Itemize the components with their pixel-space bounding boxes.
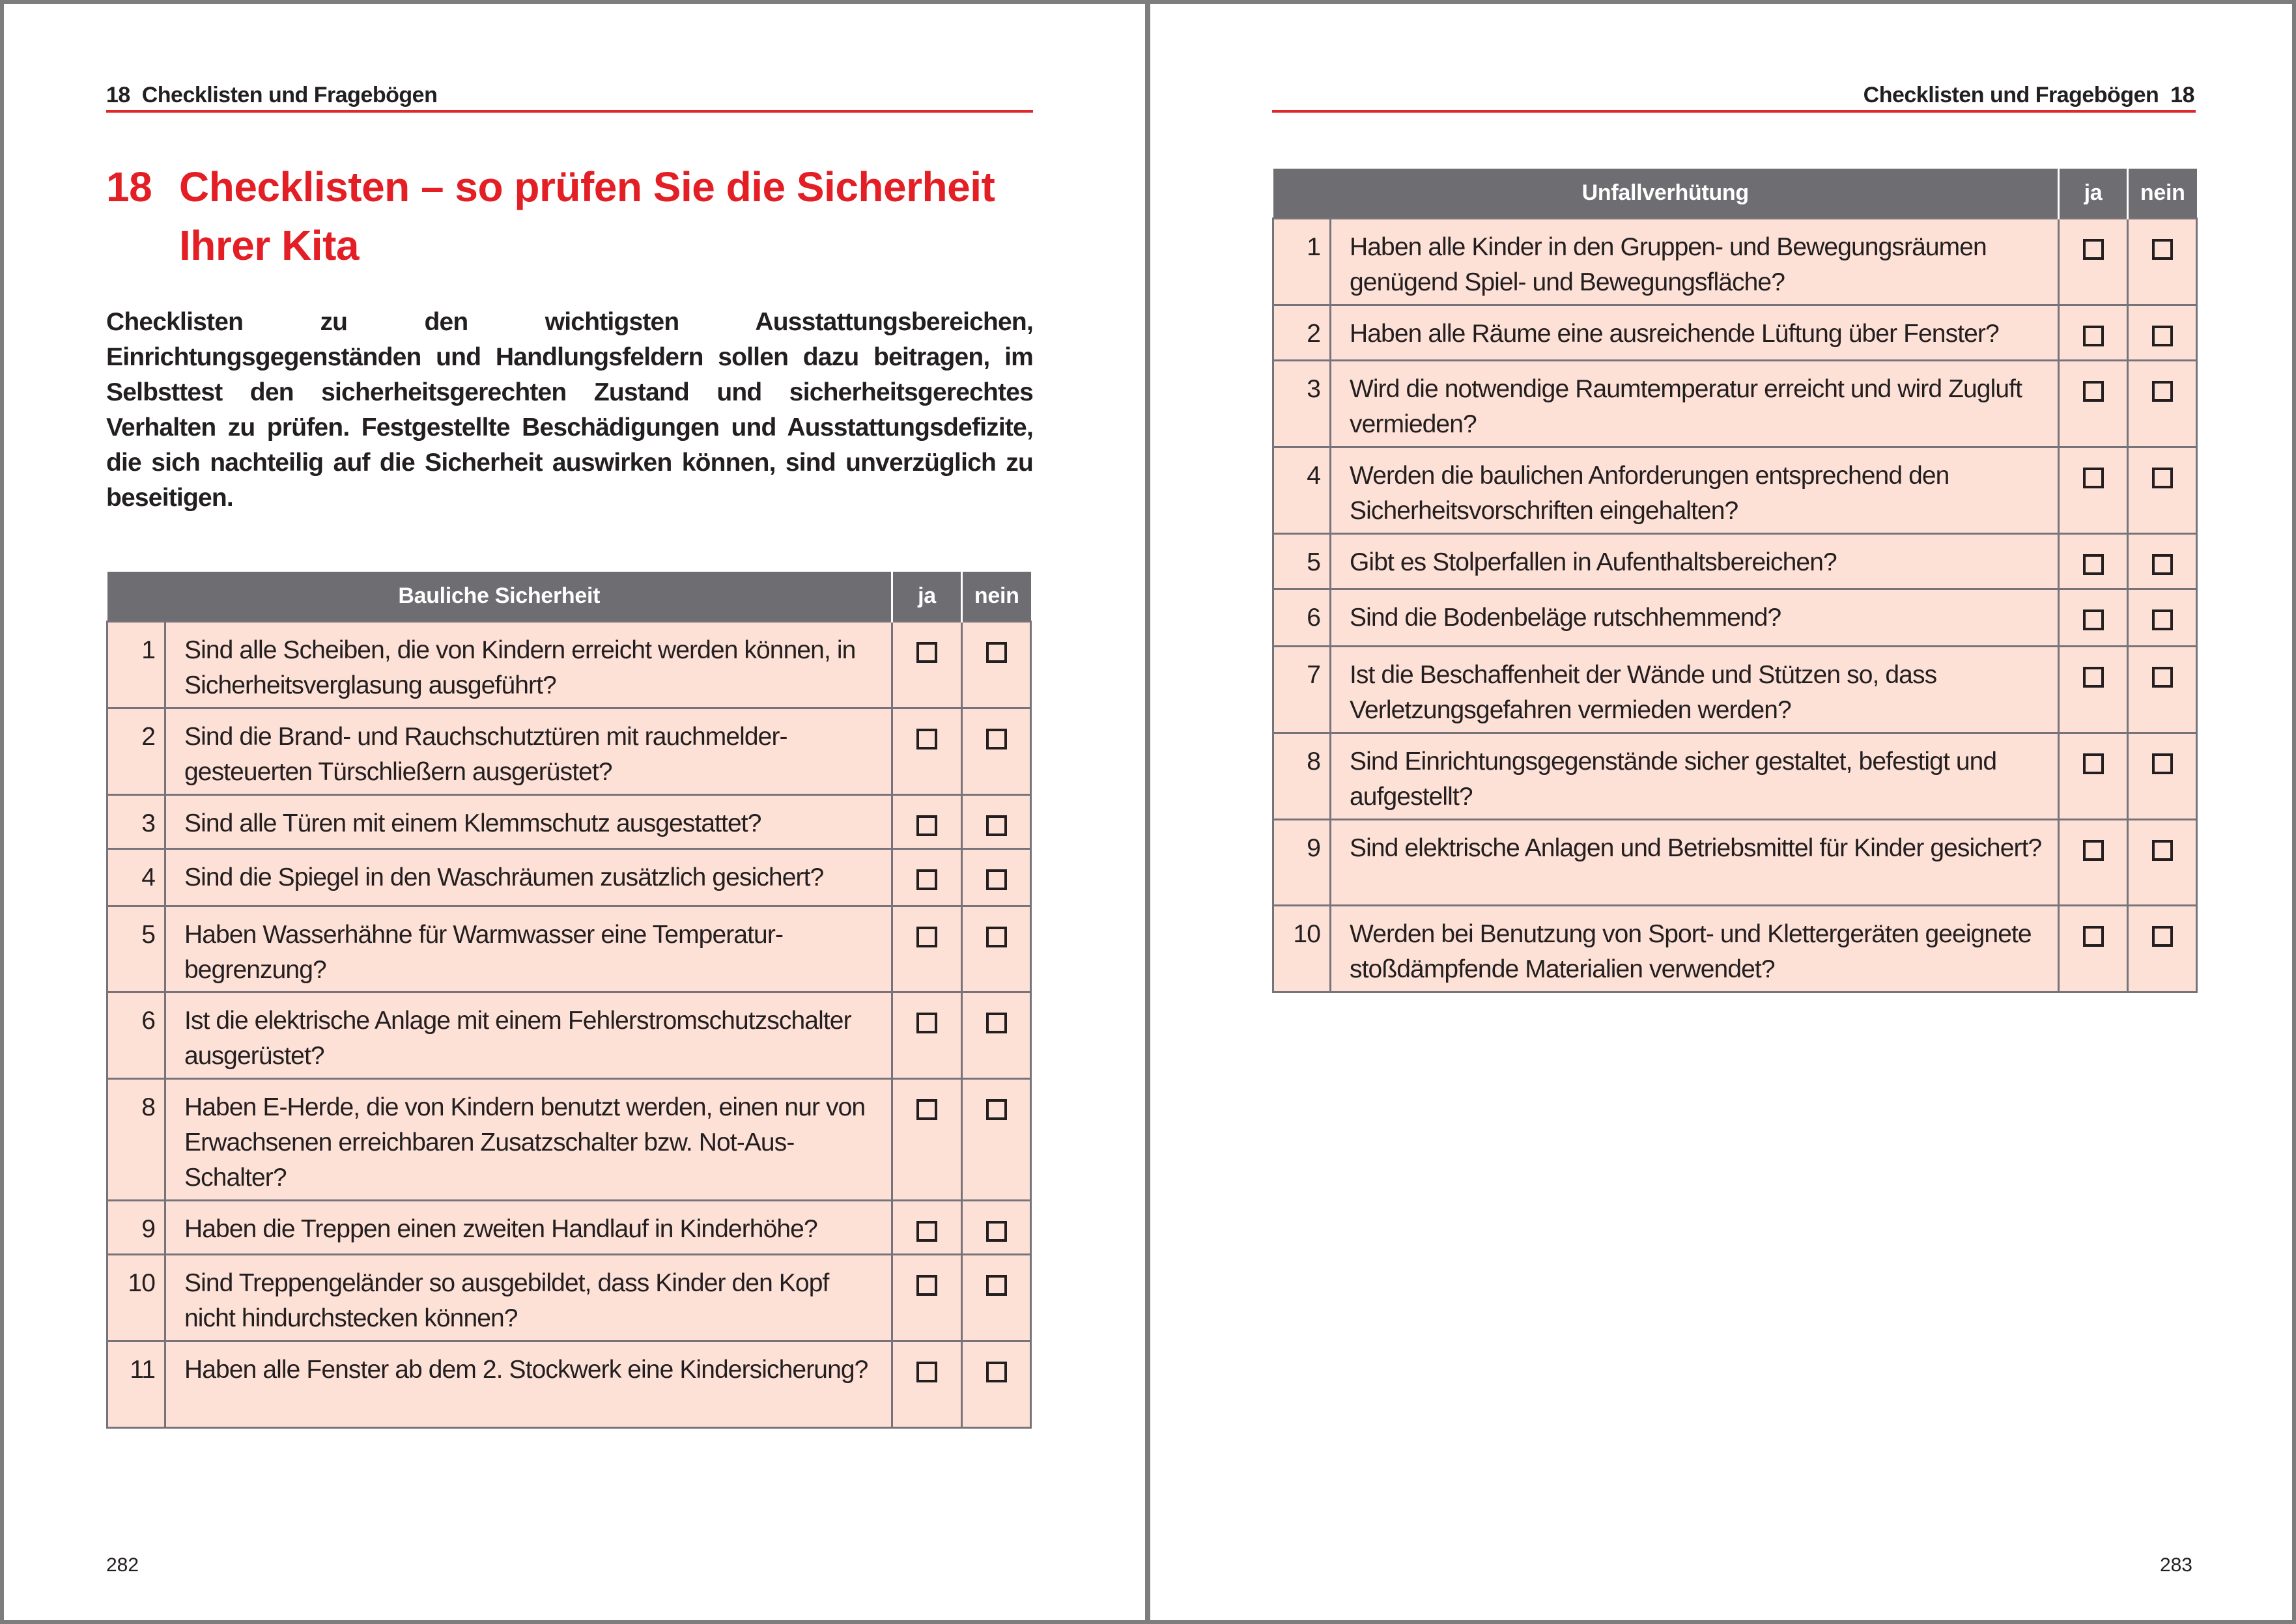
table-row <box>107 622 1031 708</box>
checkbox-nein[interactable] <box>986 1275 1007 1296</box>
question-text: Haben E-Herde, die von Kindern benutzt werden, einen nur von Erwachsenen erreichbaren Zusatzschalter bzw. Not-Aus-Schalter? <box>165 1079 892 1201</box>
table-row <box>1273 647 2197 733</box>
checkbox-nein[interactable] <box>2152 667 2173 688</box>
row-number: 1 <box>107 622 165 708</box>
question-text: Haben alle Kinder in den Gruppen- und Bewegungsräumen genügend Spiel- und Bewegungsfläche? <box>1331 219 2059 305</box>
question-text: Werden bei Benutzung von Sport- und Klettergeräten geeignete stoßdämpfende Materialien verwendet? <box>1331 906 2059 992</box>
table-row <box>1273 733 2197 820</box>
row-number: 6 <box>1273 589 1331 647</box>
checkbox-ja[interactable] <box>2083 840 2104 861</box>
checkbox-nein[interactable] <box>986 1362 1007 1382</box>
answer-ja-cell <box>892 708 962 795</box>
question-text: Gibt es Stolperfallen in Aufenthaltsbereichen? <box>1331 534 2059 589</box>
answer-ja-cell <box>2059 534 2128 589</box>
row-number: 5 <box>1273 534 1331 589</box>
left-page <box>4 4 1145 1620</box>
checkbox-nein[interactable] <box>986 729 1007 749</box>
checkbox-ja[interactable] <box>916 1099 937 1120</box>
checkbox-ja[interactable] <box>916 1221 937 1242</box>
table-title: Unfallverhütung <box>1273 169 2059 219</box>
answer-ja-cell <box>892 795 962 849</box>
answer-nein-cell <box>2128 647 2197 733</box>
answer-ja-cell <box>892 1341 962 1428</box>
table-row <box>107 1341 1031 1428</box>
header-rule-left <box>106 110 1033 113</box>
checkbox-ja[interactable] <box>916 729 937 749</box>
answer-nein-cell <box>2128 361 2197 447</box>
row-number: 1 <box>1273 219 1331 305</box>
table-row <box>1273 820 2197 906</box>
row-number: 10 <box>107 1255 165 1341</box>
table-row <box>107 1255 1031 1341</box>
table-row <box>107 1079 1031 1201</box>
row-number: 3 <box>1273 361 1331 447</box>
answer-nein-cell <box>962 1341 1031 1428</box>
table-row <box>107 906 1031 992</box>
header-rule-right <box>1272 110 2196 113</box>
question-text: Haben alle Räume eine ausreichende Lüftung über Fenster? <box>1331 305 2059 361</box>
page-number-right: 283 <box>2159 1554 2192 1576</box>
table-row <box>1273 534 2197 589</box>
answer-ja-cell <box>2059 906 2128 992</box>
checkbox-nein[interactable] <box>986 869 1007 890</box>
question-text: Sind die Bodenbeläge rutschhemmend? <box>1331 589 2059 647</box>
question-text: Haben die Treppen einen zweiten Handlauf in Kinderhöhe? <box>165 1201 892 1255</box>
running-header-left: 18 Checklisten und Fragebögen <box>106 83 438 107</box>
checkbox-ja[interactable] <box>2083 381 2104 402</box>
checkbox-ja[interactable] <box>916 815 937 836</box>
question-text: Sind die Spiegel in den Waschräumen zusätzlich gesichert? <box>165 849 892 906</box>
column-header-ja: ja <box>892 572 962 622</box>
answer-nein-cell <box>2128 733 2197 820</box>
column-header-nein: nein <box>2128 169 2197 219</box>
row-number: 2 <box>1273 305 1331 361</box>
question-text: Sind die Brand- und Rauchschutztüren mit rauchmeldergesteuerten Türschließern ausgerüstet? <box>165 708 892 795</box>
answer-ja-cell <box>2059 647 2128 733</box>
answer-nein-cell <box>2128 219 2197 305</box>
checkbox-nein[interactable] <box>986 1013 1007 1033</box>
question-text: Sind alle Türen mit einem Klemmschutz ausgestattet? <box>165 795 892 849</box>
checkbox-nein[interactable] <box>2152 753 2173 774</box>
answer-ja-cell <box>892 849 962 906</box>
checkbox-ja[interactable] <box>916 642 937 663</box>
table-header-row <box>1273 169 2197 219</box>
answer-nein-cell <box>962 906 1031 992</box>
answer-nein-cell <box>2128 589 2197 647</box>
checkbox-nein[interactable] <box>2152 609 2173 630</box>
answer-ja-cell <box>892 1079 962 1201</box>
row-number: 3 <box>107 795 165 849</box>
question-text: Werden die baulichen Anforderungen entsprechend den Sicherheitsvorschriften eingehalten? <box>1331 447 2059 534</box>
answer-ja-cell <box>892 622 962 708</box>
answer-ja-cell <box>892 992 962 1079</box>
answer-ja-cell <box>2059 589 2128 647</box>
answer-nein-cell <box>2128 305 2197 361</box>
row-number: 2 <box>107 708 165 795</box>
checkbox-ja[interactable] <box>2083 926 2104 947</box>
answer-ja-cell <box>2059 820 2128 906</box>
question-text: Sind Einrichtungsgegenstände sicher gestaltet, befestigt und aufgestellt? <box>1331 733 2059 820</box>
row-number: 8 <box>107 1079 165 1201</box>
answer-ja-cell <box>892 906 962 992</box>
checkbox-nein[interactable] <box>2152 840 2173 861</box>
page-number-left: 282 <box>106 1554 139 1576</box>
chapter-number: 18 <box>106 163 152 210</box>
question-text: Sind Treppengeländer so ausgebildet, dass Kinder den Kopf nicht hindurchstecken können? <box>165 1255 892 1341</box>
checkbox-ja[interactable] <box>916 1013 937 1033</box>
question-text: Sind elektrische Anlagen und Betriebsmittel für Kinder gesichert? <box>1331 820 2059 906</box>
table-row <box>107 708 1031 795</box>
checkbox-nein[interactable] <box>2152 381 2173 402</box>
checkbox-ja[interactable] <box>916 1362 937 1382</box>
checkbox-nein[interactable] <box>986 927 1007 947</box>
question-text: Haben alle Fenster ab dem 2. Stockwerk eine Kindersicherung? <box>165 1341 892 1428</box>
table-row <box>107 795 1031 849</box>
checkbox-ja[interactable] <box>2083 239 2104 260</box>
row-number: 5 <box>107 906 165 992</box>
answer-ja-cell <box>2059 305 2128 361</box>
row-number: 10 <box>1273 906 1331 992</box>
checkbox-nein[interactable] <box>986 815 1007 836</box>
answer-nein-cell <box>2128 534 2197 589</box>
checkbox-nein[interactable] <box>986 1099 1007 1120</box>
answer-nein-cell <box>962 622 1031 708</box>
answer-ja-cell <box>892 1201 962 1255</box>
checkbox-ja[interactable] <box>916 869 937 890</box>
checkbox-ja[interactable] <box>2083 554 2104 575</box>
answer-nein-cell <box>962 795 1031 849</box>
question-text: Sind alle Scheiben, die von Kindern erreicht werden können, in Sicherheitsverglasung ausgeführt? <box>165 622 892 708</box>
table-row <box>1273 906 2197 992</box>
question-text: Haben Wasserhähne für Warmwasser eine Temperaturbegrenzung? <box>165 906 892 992</box>
checkbox-nein[interactable] <box>986 642 1007 663</box>
checkbox-ja[interactable] <box>2083 667 2104 688</box>
answer-nein-cell <box>2128 447 2197 534</box>
answer-ja-cell <box>2059 447 2128 534</box>
answer-ja-cell <box>892 1255 962 1341</box>
checkbox-ja[interactable] <box>2083 468 2104 488</box>
row-number: 4 <box>107 849 165 906</box>
checkbox-nein[interactable] <box>2152 468 2173 488</box>
question-text: Wird die notwendige Raumtemperatur erreicht und wird Zugluft vermieden? <box>1331 361 2059 447</box>
column-header-ja: ja <box>2059 169 2128 219</box>
answer-nein-cell <box>962 1201 1031 1255</box>
intro-paragraph: Checklisten zu den wichtigsten Ausstattungsbereichen, Einrichtungsgegenständen und Handlungsfeldern sollen dazu beitragen, im Selbsttest den sicherheitsgerechten Zustand und sicherheitsgerechtes Verhalten zu prüfen. Festgestellte Beschädigungen und Ausstattungsdefizite, die sich nachteilig auf die Sicherheit auswirken können, sind unverzüglich zu beseitigen. <box>106 308 1033 512</box>
table-row <box>107 1201 1031 1255</box>
row-number: 11 <box>107 1341 165 1428</box>
answer-nein-cell <box>962 708 1031 795</box>
checkbox-ja[interactable] <box>2083 326 2104 346</box>
table-header-row <box>107 572 1031 622</box>
column-header-nein: nein <box>962 572 1031 622</box>
answer-nein-cell <box>2128 820 2197 906</box>
running-header-right: Checklisten und Fragebögen 18 <box>1863 83 2194 107</box>
checkbox-nein[interactable] <box>2152 554 2173 575</box>
table-row <box>1273 361 2197 447</box>
checkbox-nein[interactable] <box>2152 926 2173 947</box>
row-number: 6 <box>107 992 165 1079</box>
checkbox-ja[interactable] <box>916 927 937 947</box>
checklist-table-unfallverhuetung <box>1272 169 2198 993</box>
table-row <box>1273 219 2197 305</box>
checkbox-ja[interactable] <box>2083 753 2104 774</box>
answer-nein-cell <box>962 849 1031 906</box>
table-row <box>1273 447 2197 534</box>
row-number: 4 <box>1273 447 1331 534</box>
table-row <box>107 992 1031 1079</box>
table-row <box>1273 305 2197 361</box>
row-number: 7 <box>1273 647 1331 733</box>
checkbox-ja[interactable] <box>2083 609 2104 630</box>
row-number: 9 <box>1273 820 1331 906</box>
chapter-title-text: Checklisten – so prüfen Sie die Sicherheit Ihrer Kita <box>179 163 995 269</box>
answer-nein-cell <box>962 1255 1031 1341</box>
checkbox-nein[interactable] <box>2152 326 2173 346</box>
answer-nein-cell <box>2128 906 2197 992</box>
right-page <box>1150 4 2292 1620</box>
table-row <box>1273 589 2197 647</box>
answer-ja-cell <box>2059 733 2128 820</box>
answer-ja-cell <box>2059 361 2128 447</box>
question-text: Ist die Beschaffenheit der Wände und Stützen so, dass Verletzungsgefahren vermieden werden? <box>1331 647 2059 733</box>
answer-nein-cell <box>962 1079 1031 1201</box>
checkbox-nein[interactable] <box>986 1221 1007 1242</box>
answer-nein-cell <box>962 992 1031 1079</box>
table-row <box>107 849 1031 906</box>
answer-ja-cell <box>2059 219 2128 305</box>
checkbox-ja[interactable] <box>916 1275 937 1296</box>
question-text: Ist die elektrische Anlage mit einem Fehlerstromschutzschalter ausgerüstet? <box>165 992 892 1079</box>
row-number: 9 <box>107 1201 165 1255</box>
checklist-table-bauliche-sicherheit <box>106 572 1032 1429</box>
table-title: Bauliche Sicherheit <box>107 572 892 622</box>
checkbox-nein[interactable] <box>2152 239 2173 260</box>
row-number: 8 <box>1273 733 1331 820</box>
